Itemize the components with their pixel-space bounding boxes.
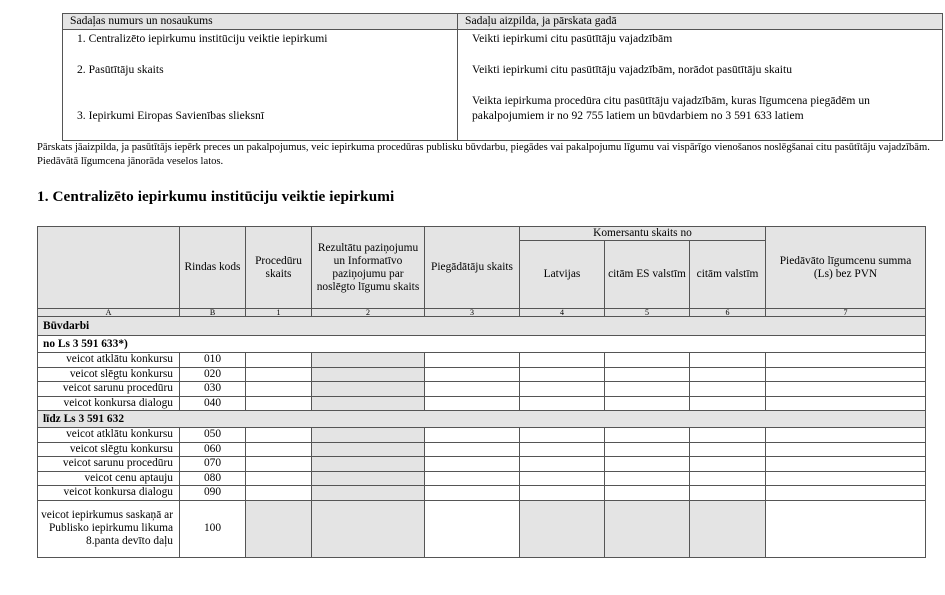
row-code: 090 [180, 486, 246, 501]
row-code: 020 [180, 367, 246, 382]
cell-input[interactable] [246, 486, 312, 501]
cell-input [312, 428, 425, 443]
section-title-buvdarbi: Būvdarbi [38, 317, 926, 336]
cell-input[interactable] [766, 367, 926, 382]
col-letter: 3 [425, 309, 520, 317]
cell-input[interactable] [605, 457, 690, 472]
cell-input[interactable] [766, 428, 926, 443]
cell-input[interactable] [605, 486, 690, 501]
row-label: veicot konkursa dialogu [38, 486, 180, 501]
header-latvijas: Latvijas [520, 241, 605, 309]
cell-input[interactable] [246, 382, 312, 397]
col-letter: 5 [605, 309, 690, 317]
cell-input[interactable] [605, 396, 690, 411]
cell-input [312, 500, 425, 557]
section-item-1: 1. Centralizēto iepirkumu institūciju veiktie iepirkumi [77, 32, 328, 45]
table-row [38, 353, 926, 368]
sections-header-right: Sadaļu aizpilda, ja pārskata gadā [458, 14, 943, 30]
col-letter: 6 [690, 309, 766, 317]
group-title-1: no Ls 3 591 633*) [38, 336, 926, 353]
cell-input[interactable] [690, 442, 766, 457]
table-row [38, 486, 926, 501]
cell-input [690, 500, 766, 557]
cell-input[interactable] [520, 471, 605, 486]
section-cond-3b: pakalpojumiem ir no 92 755 latiem un būvdarbiem no 3 591 633 latiem [472, 109, 804, 122]
cell-input[interactable] [690, 367, 766, 382]
header-proceduru-skaits: Procedūru skaits [246, 227, 312, 309]
section-cond-2: Veikti iepirkumi citu pasūtītāju vajadzībām, norādot pasūtītāju skaitu [472, 63, 793, 76]
table-row [38, 457, 926, 472]
cell-input[interactable] [520, 396, 605, 411]
header-citam-valstim: citām valstīm [690, 241, 766, 309]
cell-input[interactable] [520, 486, 605, 501]
cell-input[interactable] [766, 486, 926, 501]
sections-table [62, 13, 943, 141]
cell-input[interactable] [520, 367, 605, 382]
row-label: veicot atklātu konkursu [38, 353, 180, 368]
group1-rows [38, 353, 926, 411]
cell-input [312, 353, 425, 368]
cell-input [312, 471, 425, 486]
header-rezultatu: Rezultātu paziņojumu un Informatīvo paziņojumu par noslēgto līgumu skaits [312, 227, 425, 309]
cell-input[interactable] [766, 457, 926, 472]
cell-input[interactable] [766, 442, 926, 457]
table-row [38, 382, 926, 397]
cell-input[interactable] [605, 382, 690, 397]
row-code: 060 [180, 442, 246, 457]
cell-input [312, 367, 425, 382]
row-label: veicot slēgtu konkursu [38, 442, 180, 457]
row-label: veicot konkursa dialogu [38, 396, 180, 411]
cell-input[interactable] [605, 442, 690, 457]
table-row [38, 396, 926, 411]
procurement-table [37, 226, 926, 558]
section-cond-3a: Veikta iepirkuma procedūra citu pasūtītāju vajadzībām, kuras līgumcena piegādēm un [472, 94, 870, 107]
col-letter: A [38, 309, 180, 317]
row-label: veicot sarunu procedūru [38, 382, 180, 397]
cell-input[interactable] [246, 471, 312, 486]
header-piegadataju: Piegādātāju skaits [425, 227, 520, 309]
cell-input[interactable] [690, 457, 766, 472]
cell-input [312, 457, 425, 472]
cell-input[interactable] [690, 428, 766, 443]
row-label: veicot atklātu konkursu [38, 428, 180, 443]
sections-right-col [458, 30, 943, 141]
row-label: veicot iepirkumus saskaņā ar Publisko iepirkumu likuma 8.panta devīto daļu [38, 500, 180, 557]
cell-input[interactable] [690, 396, 766, 411]
cell-input[interactable] [690, 486, 766, 501]
col-letter: 4 [520, 309, 605, 317]
cell-input[interactable] [605, 428, 690, 443]
sections-header-left: Sadaļas numurs un nosaukums [63, 14, 458, 30]
header-komersantu: Komersantu skaits no [520, 227, 766, 241]
cell-input[interactable] [425, 382, 520, 397]
group2-rows [38, 428, 926, 501]
table-row [38, 471, 926, 486]
cell-input[interactable] [246, 367, 312, 382]
cell-input [312, 382, 425, 397]
cell-input[interactable] [425, 396, 520, 411]
cell-input [312, 396, 425, 411]
row-code: 100 [180, 500, 246, 557]
section-item-3: 3. Iepirkumi Eiropas Savienības slieksnī [77, 109, 265, 122]
cell-input[interactable] [246, 442, 312, 457]
row-code: 080 [180, 471, 246, 486]
table-row [38, 428, 926, 443]
row-code: 050 [180, 428, 246, 443]
cell-input[interactable] [690, 382, 766, 397]
cell-input[interactable] [425, 457, 520, 472]
cell-input[interactable] [520, 457, 605, 472]
instructions-note: Pārskats jāaizpilda, ja pasūtītājs iepērk preces un pakalpojumus, veic iepirkuma procedūras publisku būvdarbu, piegādes vai pakalpojumu līgumu vai vispārīgo vienošanos noslēgšanai citu pasūtītāju vajadzībām. Piedāvātā līgumcena jānorāda veselos latos. [37, 142, 930, 167]
row-label: veicot sarunu procedūru [38, 457, 180, 472]
cell-input[interactable] [605, 353, 690, 368]
cell-input[interactable] [766, 382, 926, 397]
cell-input[interactable] [425, 442, 520, 457]
cell-input[interactable] [766, 396, 926, 411]
cell-input[interactable] [520, 442, 605, 457]
section-item-2: 2. Pasūtītāju skaits [77, 63, 164, 76]
col-letter: 7 [766, 309, 926, 317]
cell-input[interactable] [425, 367, 520, 382]
cell-input [246, 500, 312, 557]
cell-input[interactable] [425, 353, 520, 368]
row-label: veicot cenu aptauju [38, 471, 180, 486]
cell-input[interactable] [246, 457, 312, 472]
header-piedavato: Piedāvāto līgumcenu summa (Ls) bez PVN [766, 227, 926, 309]
cell-input[interactable] [246, 428, 312, 443]
cell-input [312, 442, 425, 457]
cell-input[interactable] [766, 471, 926, 486]
row-label: veicot slēgtu konkursu [38, 367, 180, 382]
cell-input[interactable] [520, 353, 605, 368]
section-heading: 1. Centralizēto iepirkumu institūciju veiktie iepirkumi [37, 188, 395, 205]
cell-input[interactable] [246, 353, 312, 368]
cell-input[interactable] [605, 471, 690, 486]
col-letter: 2 [312, 309, 425, 317]
header-blank [38, 227, 180, 309]
cell-input[interactable] [690, 471, 766, 486]
group-title-2: līdz Ls 3 591 632 [38, 411, 926, 428]
cell-input[interactable] [520, 428, 605, 443]
table-row [38, 367, 926, 382]
cell-input[interactable] [246, 396, 312, 411]
cell-input[interactable] [690, 353, 766, 368]
cell-input [312, 486, 425, 501]
row-code: 040 [180, 396, 246, 411]
col-letter: 1 [246, 309, 312, 317]
row-code: 070 [180, 457, 246, 472]
col-letter: B [180, 309, 246, 317]
cell-input [605, 500, 690, 557]
cell-input[interactable] [766, 500, 926, 557]
cell-input[interactable] [605, 367, 690, 382]
header-citam-es: citām ES valstīm [605, 241, 690, 309]
sections-left-col [63, 30, 458, 141]
cell-input [520, 500, 605, 557]
cell-input[interactable] [425, 486, 520, 501]
table-row [38, 442, 926, 457]
cell-input[interactable] [520, 382, 605, 397]
section-cond-1: Veikti iepirkumi citu pasūtītāju vajadzībām [472, 32, 673, 45]
cell-input[interactable] [425, 500, 520, 557]
row-code: 030 [180, 382, 246, 397]
cell-input[interactable] [766, 353, 926, 368]
row-code: 010 [180, 353, 246, 368]
cell-input[interactable] [425, 428, 520, 443]
cell-input[interactable] [425, 471, 520, 486]
header-rindas-kods: Rindas kods [180, 227, 246, 309]
